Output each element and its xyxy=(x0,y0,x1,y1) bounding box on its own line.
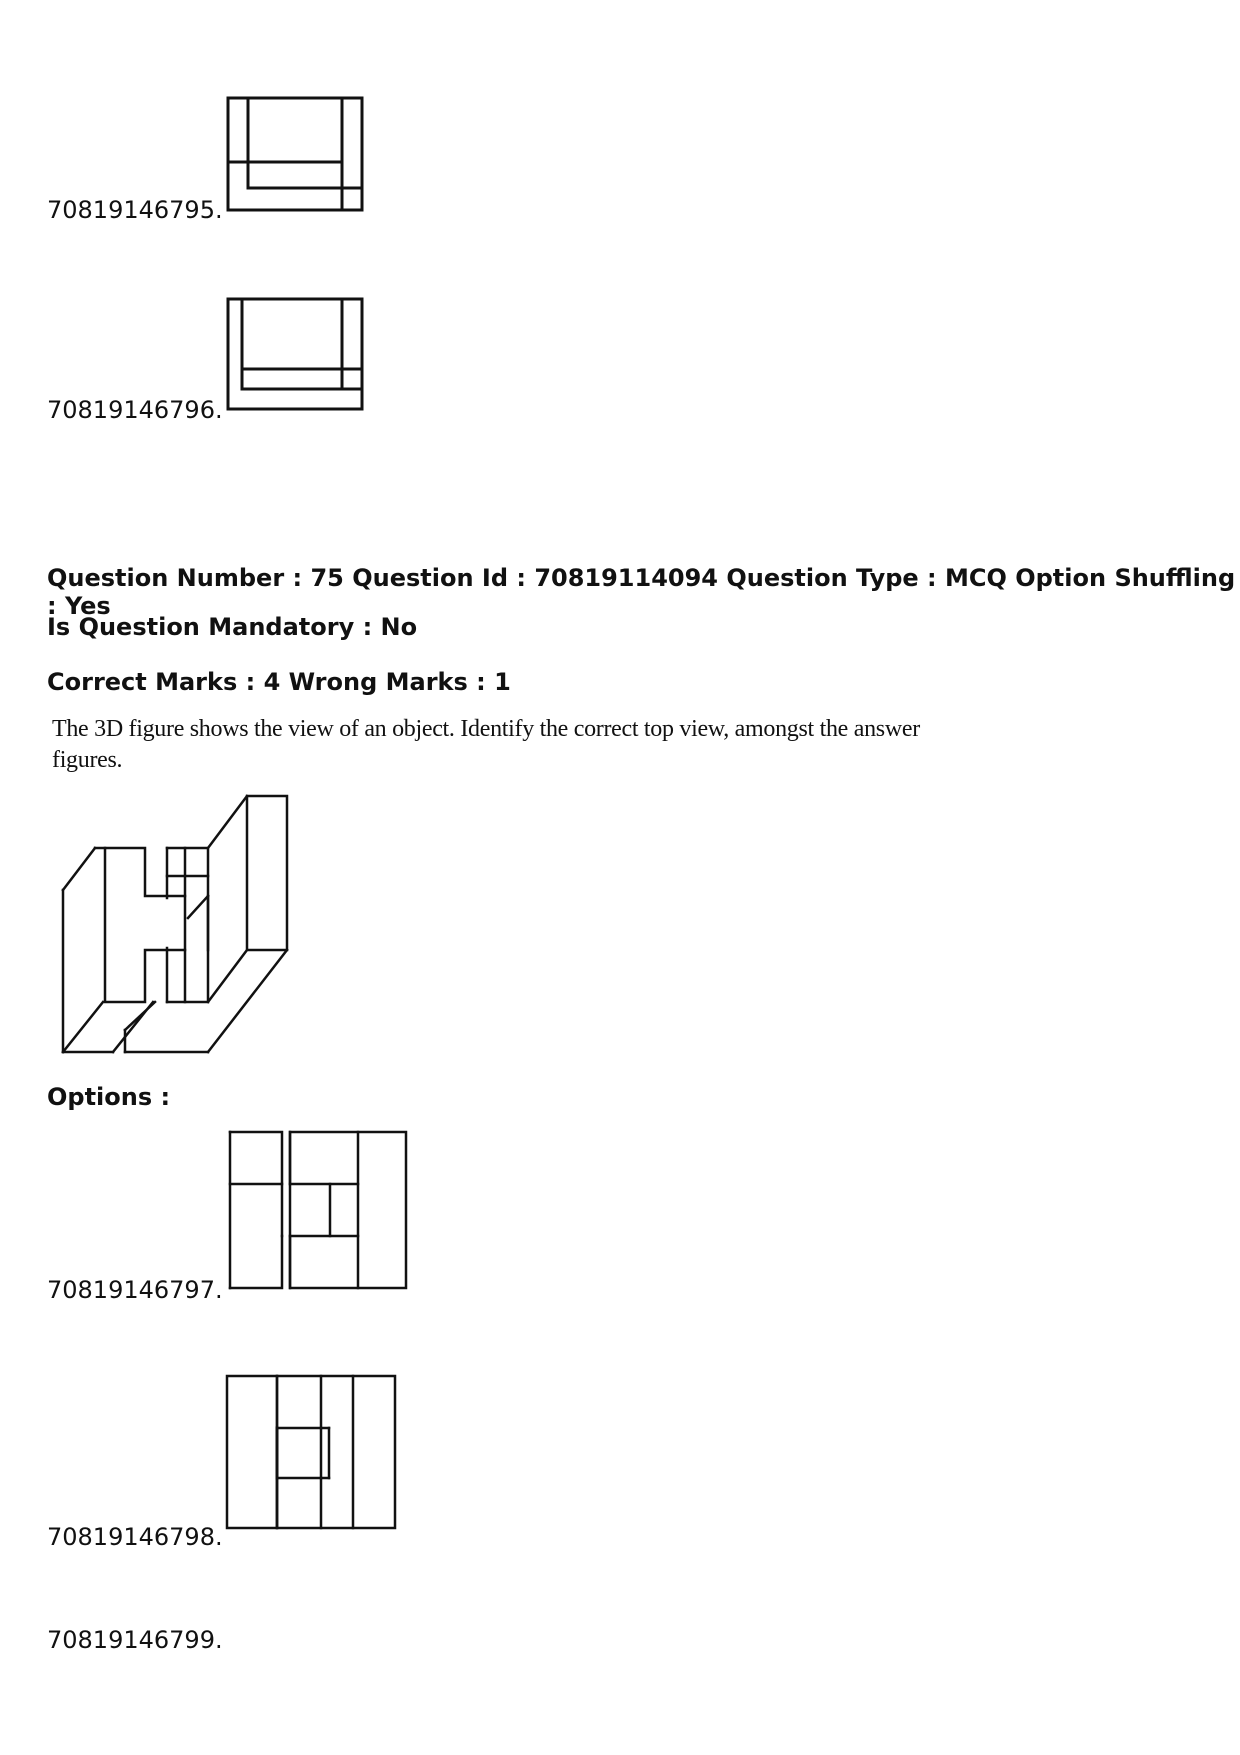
option-number-70819146798: 70819146798. xyxy=(47,1523,223,1551)
option-figure-70819146797[interactable] xyxy=(228,1130,412,1292)
question-mandatory: Is Question Mandatory : No xyxy=(47,613,418,641)
question-marks: Correct Marks : 4 Wrong Marks : 1 xyxy=(47,668,511,696)
option-number-70819146797: 70819146797. xyxy=(47,1276,223,1304)
question-3d-figure xyxy=(55,790,305,1060)
question-stem-line-2: figures. xyxy=(52,747,123,773)
question-stem xyxy=(52,714,920,776)
question-stem-line-1: The 3D figure shows the view of an object. Identify the correct top view, amongst the answer xyxy=(52,716,920,742)
option-number-70819146799: 70819146799. xyxy=(47,1626,223,1654)
option-number-70819146796: 70819146796. xyxy=(47,396,223,424)
option-figure-70819146796 xyxy=(226,297,366,412)
option-figure-70819146798[interactable] xyxy=(225,1374,400,1532)
options-label: Options : xyxy=(47,1083,171,1111)
option-figure-70819146795 xyxy=(226,96,366,213)
question-header: Question Number : 75 Question Id : 70819114094 Question Type : MCQ Option Shuffling : Yes xyxy=(47,564,1236,620)
option-number-70819146795: 70819146795. xyxy=(47,196,223,224)
